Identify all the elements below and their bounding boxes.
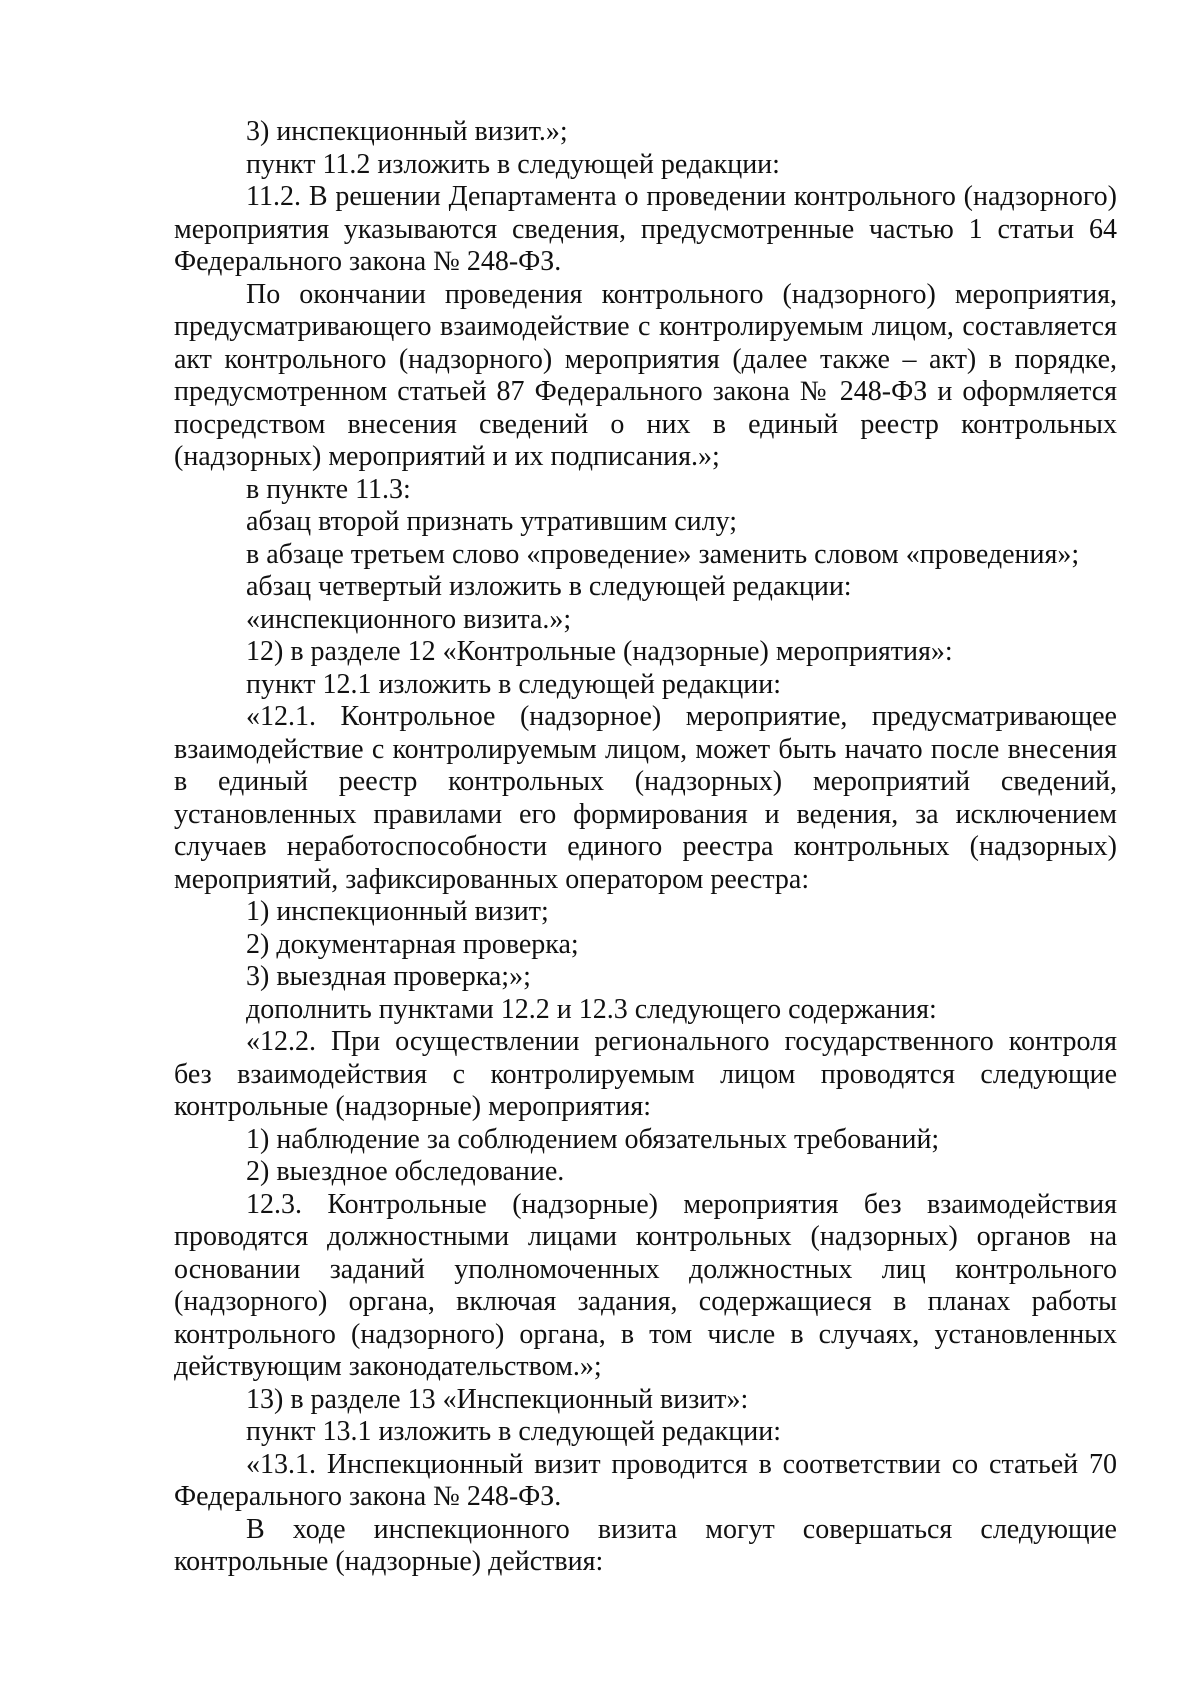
paragraph: 12) в разделе 12 «Контрольные (надзорные) мероприятия»:: [246, 636, 953, 667]
paragraph: 12.3. Контрольные (надзорные) мероприятия без взаимодействия проводятся должностными лицами контрольных (надзорных) органов на основании заданий уполномоченных должностных лиц контрольного (надзорного) органа, включая задания, содержащиеся в планах работы контрольного (надзорного) органа, в том числе в случаях, установленных действующим законодательством.»;: [174, 1188, 1117, 1382]
paragraph: 13) в разделе 13 «Инспекционный визит»:: [246, 1383, 749, 1415]
paragraph: пункт 12.1 изложить в следующей редакции:: [246, 668, 781, 700]
paragraph: По окончании проведения контрольного (надзорного) мероприятия, предусматривающего взаимодействие с контролируемым лицом, составляется акт контрольного (надзорного) мероприятия (далее также – акт) в порядке, предусмотренном статьей 87 Федерального закона № 248-ФЗ и оформляется посредством внесения сведений о них в единый реестр контрольных (надзорных) мероприятий и их подписания.»;: [174, 278, 1117, 472]
paragraph: 11.2. В решении Департамента о проведении контрольного (надзорного) мероприятия указываются сведения, предусмотренные частью 1 статьи 64 Федерального закона № 248-ФЗ.: [174, 181, 1117, 277]
paragraph: в абзаце третьем слово «проведение» заменить словом «проведения»;: [246, 538, 1080, 570]
paragraph: В ходе инспекционного визита могут совершаться следующие контрольные (надзорные) действия:: [174, 1513, 1117, 1577]
paragraph: в пункте 11.3:: [246, 473, 411, 505]
paragraph: «12.1. Контрольное (надзорное) мероприятие, предусматривающее взаимодействие с контролируемым лицом, может быть начато после внесения в единый реестр контрольных (надзорных) мероприятий сведений, установленных правилами его формирования и ведения, за исключением случаев неработоспособности единого реестра контрольных (надзорных) мероприятий, зафиксированных оператором реестра:: [174, 701, 1117, 895]
paragraph: пункт 13.1 изложить в следующей редакции:: [246, 1416, 781, 1447]
paragraph: абзац четвертый изложить в следующей редакции:: [246, 571, 852, 602]
paragraph: 1) инспекционный визит;: [246, 896, 549, 927]
paragraph: 2) документарная проверка;: [246, 928, 579, 960]
paragraph: 1) наблюдение за соблюдением обязательных требований;: [246, 1123, 940, 1155]
paragraph: 3) выездная проверка;»;: [246, 961, 531, 992]
document-page: [174, 116, 1117, 1579]
paragraph: «12.2. При осуществлении регионального государственного контроля без взаимодействия с контролируемым лицом проводятся следующие контрольные (надзорные) мероприятия:: [174, 1026, 1117, 1122]
paragraph: 2) выездное обследование.: [246, 1156, 565, 1187]
paragraph: дополнить пунктами 12.2 и 12.3 следующего содержания:: [246, 993, 937, 1025]
paragraph: пункт 11.2 изложить в следующей редакции:: [246, 148, 780, 180]
paragraph: «инспекционного визита.»;: [246, 603, 572, 635]
paragraph: 3) инспекционный визит.»;: [246, 116, 568, 147]
paragraph: абзац второй признать утратившим силу;: [246, 506, 738, 537]
paragraph: «13.1. Инспекционный визит проводится в соответствии со статьей 70 Федерального закона № 248-ФЗ.: [174, 1448, 1117, 1512]
